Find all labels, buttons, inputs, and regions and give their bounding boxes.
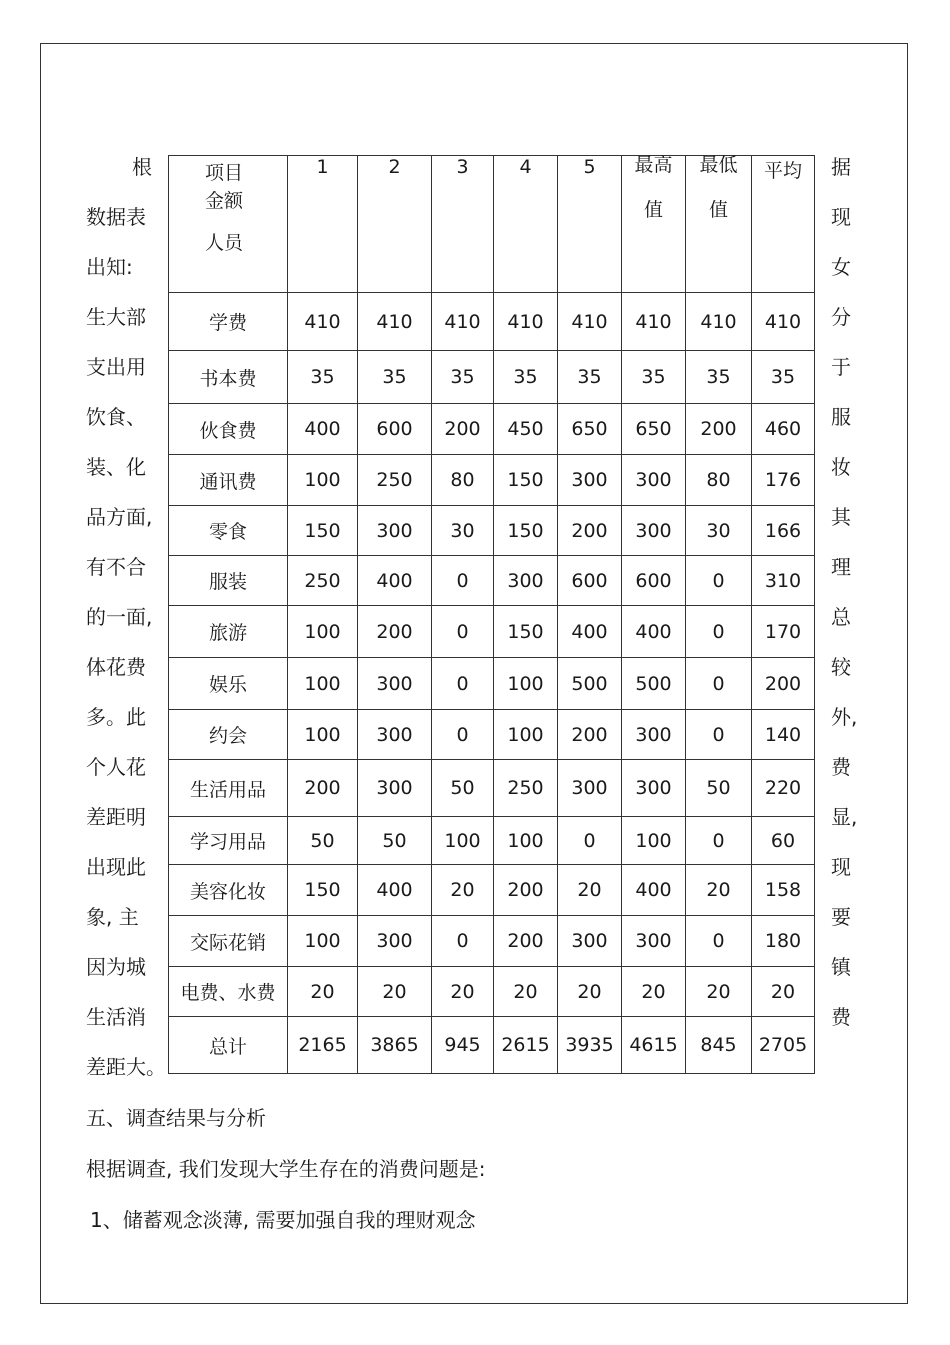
right-text-line: 总 (831, 605, 851, 629)
table-cell: 50 (432, 760, 494, 817)
table-cell: 300 (358, 760, 432, 817)
right-text-line: 女 (831, 255, 851, 279)
left-text-line: 因为城 (86, 955, 146, 979)
table-cell: 20 (288, 967, 358, 1017)
row-label: 通讯费 (169, 455, 288, 506)
table-cell: 50 (358, 817, 432, 865)
right-text-line: 于 (831, 355, 851, 379)
table-cell: 250 (288, 556, 358, 606)
table-cell: 250 (494, 760, 558, 817)
header-max-line2: 值 (643, 199, 663, 221)
table-cell: 150 (288, 506, 358, 556)
header-max-line1: 最高 (634, 154, 673, 176)
header-min-line1: 最低 (699, 154, 738, 176)
table-cell: 100 (494, 710, 558, 760)
left-text-line: 数据表 (86, 205, 146, 229)
table-cell: 200 (494, 865, 558, 916)
left-text-line: 根 (132, 155, 152, 179)
table-cell: 410 (686, 293, 752, 351)
table-cell: 140 (752, 710, 815, 760)
left-text-line: 差距大。 (86, 1055, 166, 1079)
table-cell: 30 (432, 506, 494, 556)
table-cell: 180 (752, 916, 815, 967)
table-cell: 220 (752, 760, 815, 817)
table-cell: 20 (558, 967, 622, 1017)
table-row (169, 455, 815, 506)
table-cell: 20 (494, 967, 558, 1017)
table-cell: 0 (432, 916, 494, 967)
table-cell: 35 (494, 351, 558, 404)
row-label: 总计 (169, 1017, 288, 1074)
table-cell: 845 (686, 1017, 752, 1074)
table-row (169, 967, 815, 1017)
table-row (169, 351, 815, 404)
table-cell: 150 (494, 606, 558, 658)
right-text-line: 显, (831, 805, 858, 829)
table-cell: 35 (432, 351, 494, 404)
table-cell: 50 (686, 760, 752, 817)
table-cell: 200 (752, 658, 815, 710)
table-cell: 410 (288, 293, 358, 351)
right-text-line: 妆 (831, 455, 851, 479)
table-cell: 650 (622, 404, 686, 455)
table-cell: 0 (686, 916, 752, 967)
table-cell: 0 (432, 710, 494, 760)
right-text-line: 费 (831, 755, 851, 779)
right-text-line: 较 (831, 655, 851, 679)
table-cell: 150 (494, 455, 558, 506)
right-text-line: 服 (831, 405, 851, 429)
table-cell: 0 (686, 710, 752, 760)
table-cell: 300 (358, 710, 432, 760)
table-row (169, 817, 815, 865)
table-cell: 3865 (358, 1017, 432, 1074)
table-cell: 500 (558, 658, 622, 710)
table-row (169, 293, 815, 351)
table-header-row (169, 156, 815, 293)
table-cell: 80 (686, 455, 752, 506)
table-row (169, 916, 815, 967)
right-text-line: 其 (831, 505, 851, 529)
table-cell: 35 (358, 351, 432, 404)
table-cell: 600 (622, 556, 686, 606)
table-cell: 410 (494, 293, 558, 351)
row-label: 伙食费 (169, 404, 288, 455)
left-text-line: 饮食、 (86, 405, 146, 429)
list-item: 1、储蓄观念淡薄, 需要加强自我的理财观念 (90, 1208, 476, 1232)
table-cell: 4615 (622, 1017, 686, 1074)
table-cell: 100 (622, 817, 686, 865)
table-cell: 250 (358, 455, 432, 506)
left-text-line: 体花费 (86, 655, 146, 679)
table-row (169, 760, 815, 817)
row-label: 书本费 (169, 351, 288, 404)
table-cell: 35 (288, 351, 358, 404)
table-cell: 35 (686, 351, 752, 404)
paragraph: 根据调查, 我们发现大学生存在的消费问题是: (86, 1157, 486, 1181)
table-cell: 150 (494, 506, 558, 556)
table-cell: 300 (358, 658, 432, 710)
table-cell: 170 (752, 606, 815, 658)
table-cell: 2165 (288, 1017, 358, 1074)
table-cell: 400 (622, 865, 686, 916)
table-cell: 20 (432, 967, 494, 1017)
right-text-line: 外, (831, 705, 858, 729)
header-min (686, 156, 752, 293)
header-amount-label: 金额 (205, 190, 244, 212)
table-cell: 0 (558, 817, 622, 865)
table-cell: 450 (494, 404, 558, 455)
table-cell: 35 (752, 351, 815, 404)
row-label: 约会 (169, 710, 288, 760)
table-cell: 176 (752, 455, 815, 506)
table-cell: 20 (752, 967, 815, 1017)
table-row (169, 865, 815, 916)
table-cell: 2705 (752, 1017, 815, 1074)
table-cell: 150 (288, 865, 358, 916)
table-cell: 35 (558, 351, 622, 404)
table-cell: 300 (558, 455, 622, 506)
header-max (622, 156, 686, 293)
left-text-line: 差距明 (86, 805, 146, 829)
section-heading: 五、调查结果与分析 (86, 1106, 266, 1130)
table-row (169, 710, 815, 760)
table-cell: 300 (622, 760, 686, 817)
left-text-line: 的一面, (86, 605, 153, 629)
table-row (169, 404, 815, 455)
header-corner-cell (169, 156, 288, 293)
table-cell: 166 (752, 506, 815, 556)
left-text-line: 品方面, (86, 505, 153, 529)
row-label: 学费 (169, 293, 288, 351)
row-label: 服装 (169, 556, 288, 606)
table-cell: 945 (432, 1017, 494, 1074)
table-cell: 400 (358, 865, 432, 916)
table-cell: 100 (432, 817, 494, 865)
table-cell: 410 (752, 293, 815, 351)
table-cell: 0 (432, 606, 494, 658)
table-cell: 2615 (494, 1017, 558, 1074)
left-text-line: 出知: (86, 255, 133, 279)
table-row (169, 1017, 815, 1074)
right-text-line: 现 (831, 205, 851, 229)
row-label: 电费、水费 (169, 967, 288, 1017)
table-cell: 300 (622, 506, 686, 556)
table-cell: 460 (752, 404, 815, 455)
left-text-line: 象, 主 (86, 905, 139, 929)
right-text-line: 要 (831, 905, 851, 929)
right-text-line: 分 (831, 305, 851, 329)
table-cell: 200 (494, 916, 558, 967)
table-cell: 0 (686, 606, 752, 658)
table-cell: 300 (358, 916, 432, 967)
table-cell: 410 (622, 293, 686, 351)
table-cell: 100 (288, 710, 358, 760)
table-cell: 100 (288, 455, 358, 506)
table-cell: 20 (558, 865, 622, 916)
left-text-line: 装、化 (86, 455, 146, 479)
table-cell: 20 (686, 967, 752, 1017)
table-cell: 300 (494, 556, 558, 606)
right-text-line: 费 (831, 1005, 851, 1029)
table-cell: 100 (288, 606, 358, 658)
right-text-line: 现 (831, 855, 851, 879)
table-cell: 200 (358, 606, 432, 658)
table-cell: 20 (686, 865, 752, 916)
left-text-line: 出现此 (86, 855, 146, 879)
table-cell: 300 (622, 710, 686, 760)
header-person-3: 3 (432, 156, 494, 293)
left-text-line: 个人花 (86, 755, 146, 779)
table-cell: 400 (358, 556, 432, 606)
header-person-label: 人员 (205, 232, 244, 254)
table-cell: 100 (288, 658, 358, 710)
right-text-line: 镇 (831, 955, 851, 979)
table-cell: 650 (558, 404, 622, 455)
table-cell: 20 (622, 967, 686, 1017)
row-label: 学习用品 (169, 817, 288, 865)
table-cell: 30 (686, 506, 752, 556)
table-cell: 600 (558, 556, 622, 606)
left-text-line: 有不合 (86, 555, 146, 579)
table-cell: 400 (288, 404, 358, 455)
table-cell: 300 (358, 506, 432, 556)
header-person-5: 5 (558, 156, 622, 293)
header-average: 平均 (752, 156, 815, 293)
table-cell: 200 (686, 404, 752, 455)
right-text-line: 理 (831, 555, 851, 579)
left-text-line: 生大部 (86, 305, 146, 329)
row-label: 零食 (169, 506, 288, 556)
table-cell: 300 (622, 455, 686, 506)
table-cell: 100 (288, 916, 358, 967)
table-cell: 410 (432, 293, 494, 351)
row-label: 娱乐 (169, 658, 288, 710)
table-cell: 0 (686, 556, 752, 606)
table-cell: 310 (752, 556, 815, 606)
table-cell: 80 (432, 455, 494, 506)
table-cell: 410 (358, 293, 432, 351)
table-cell: 0 (686, 658, 752, 710)
table-cell: 35 (622, 351, 686, 404)
table-cell: 300 (622, 916, 686, 967)
table-cell: 200 (558, 710, 622, 760)
right-text-line: 据 (831, 155, 851, 179)
table-cell: 3935 (558, 1017, 622, 1074)
table-cell: 400 (622, 606, 686, 658)
header-person-2: 2 (358, 156, 432, 293)
table-cell: 410 (558, 293, 622, 351)
table-cell: 300 (558, 760, 622, 817)
table-cell: 100 (494, 658, 558, 710)
table-cell: 20 (432, 865, 494, 916)
table-cell: 50 (288, 817, 358, 865)
row-label: 交际花销 (169, 916, 288, 967)
table-cell: 400 (558, 606, 622, 658)
header-person-4: 4 (494, 156, 558, 293)
table-row (169, 556, 815, 606)
row-label: 生活用品 (169, 760, 288, 817)
table-cell: 300 (558, 916, 622, 967)
table-cell: 200 (432, 404, 494, 455)
table-cell: 0 (432, 658, 494, 710)
table-cell: 0 (432, 556, 494, 606)
header-min-line2: 值 (708, 199, 728, 221)
table-cell: 158 (752, 865, 815, 916)
table-cell: 0 (686, 817, 752, 865)
table-row (169, 606, 815, 658)
left-text-line: 生活消 (86, 1005, 146, 1029)
table-cell: 20 (358, 967, 432, 1017)
table-cell: 600 (358, 404, 432, 455)
left-text-line: 支出用 (86, 355, 146, 379)
header-item-label: 项目 (205, 162, 244, 184)
left-wrapped-text (86, 150, 166, 1100)
right-wrapped-text (831, 150, 861, 1050)
table-row (169, 506, 815, 556)
left-text-line: 多。此 (86, 705, 146, 729)
row-label: 美容化妆 (169, 865, 288, 916)
table-cell: 100 (494, 817, 558, 865)
table-cell: 200 (558, 506, 622, 556)
table-cell: 200 (288, 760, 358, 817)
table-cell: 500 (622, 658, 686, 710)
expense-table (168, 155, 815, 1074)
header-person-1: 1 (288, 156, 358, 293)
table-cell: 60 (752, 817, 815, 865)
row-label: 旅游 (169, 606, 288, 658)
table-row (169, 658, 815, 710)
